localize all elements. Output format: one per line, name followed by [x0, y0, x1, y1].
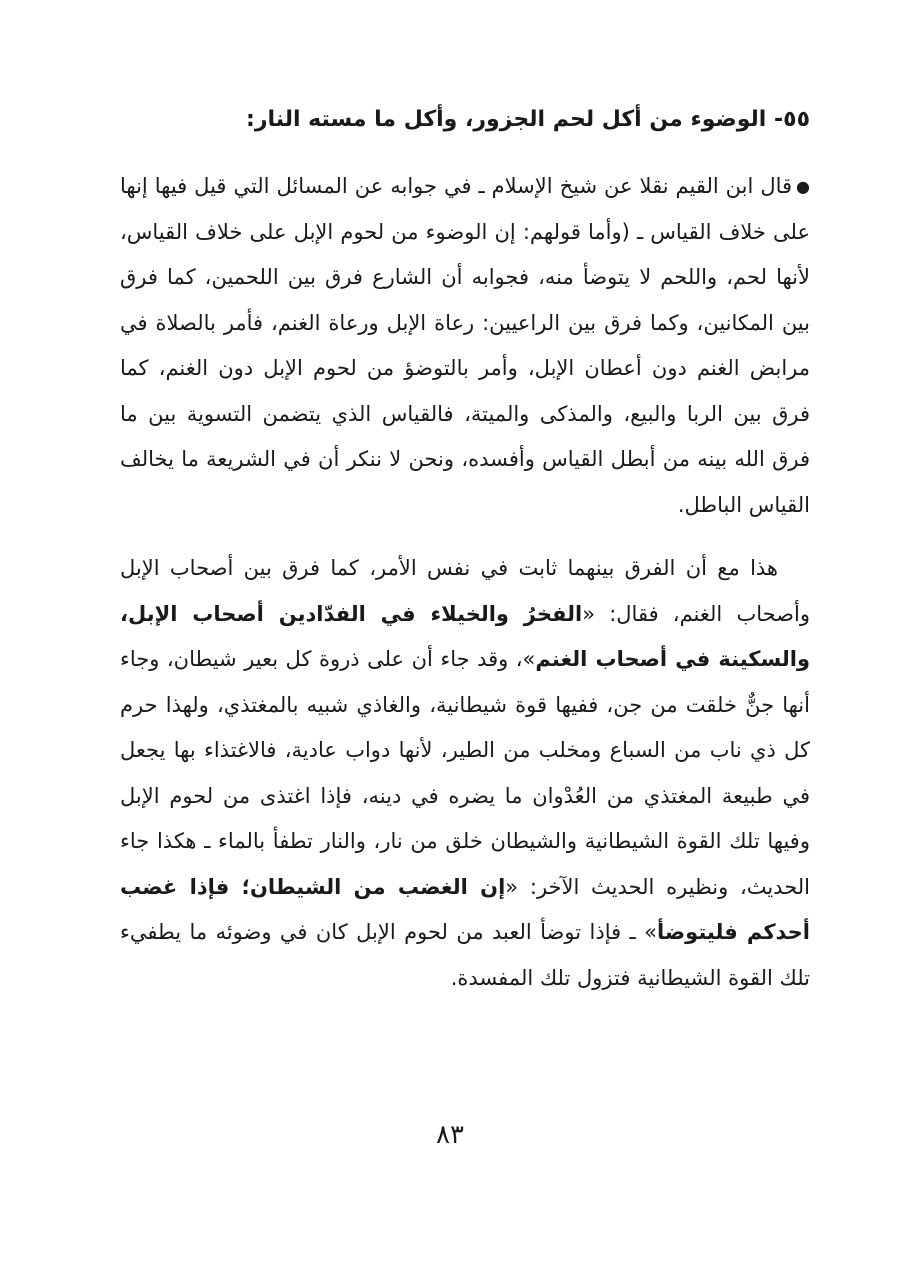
bullet-icon: ● — [796, 177, 810, 197]
hadith-quote-1: الفخرُ والخيلاء في الفدّادين أصحاب الإبل، والسكينة في أصحاب الغنم — [120, 601, 810, 672]
paragraph-2-part-1: هذا مع أن الفرق بينهما ثابت في نفس الأمر، كما فرق بين أصحاب الإبل وأصحاب الغنم، فقال: « — [120, 556, 810, 626]
paragraph-2-part-2: »، وقد جاء أن على ذروة كل بعير شيطان، وجاء أنها جنٌّ خلقت من جن، ففيها قوة شيطانية، والغاذي شبيه بالمغتذي، ولهذا حرم كل ذي ناب من السباع ومخلب من الطير، لأنها دواب عادية، فالاغتذاء بها يجعل في طبيعة المغتذي من العُدْوان ما يضره في دينه، فإذا اغتذى من لحوم الإبل وفيها تلك القوة الشيطانية والشيطان خلق من نار، والنار تطفأ بالماء ـ هكذا جاء الحديث، ونظيره الحديث الآخر: « — [120, 647, 810, 899]
page-body — [120, 100, 810, 1019]
paragraph-2-part-3: » ـ فإذا توضأ العبد من لحوم الإبل كان في وضوئه ما يطفيء تلك القوة الشيطانية فتزول تلك المفسدة. — [120, 920, 810, 990]
paragraph-2 — [120, 546, 810, 1001]
paragraph-1 — [120, 164, 810, 528]
section-heading: ٥٥- الوضوء من أكل لحم الجزور، وأكل ما مسته النار: — [246, 107, 810, 132]
paragraph-1-text: قال ابن القيم نقلا عن شيخ الإسلام ـ في جوابه عن المسائل التي قيل فيها إنها على خلاف القياس ـ (وأما قولهم: إن الوضوء من لحوم الإبل على خلاف القياس، لأنها لحم، واللحم لا يتوضأ منه، فجوابه أن الشارع فرق بين اللحمين، كما فرق بين المكانين، وكما فرق بين الراعيين: رعاة الإبل ورعاة الغنم، فأمر بالصلاة في مرابض الغنم دون أعطان الإبل، وأمر بالتوضؤ من لحوم الإبل دون الغنم، كما فرق بين الربا والبيع، والمذكى والميتة، فالقياس الذي يتضمن التسوية بين ما فرق الله بينه من أبطل القياس وأفسده، ونحن لا ننكر أن في الشريعة ما يخالف القياس الباطل. — [120, 174, 810, 517]
page-number: ٨٣ — [436, 1120, 464, 1150]
hadith-quote-2: إن الغضب من الشيطان؛ فإذا غضب أحدكم فليتوضأ — [120, 874, 810, 945]
